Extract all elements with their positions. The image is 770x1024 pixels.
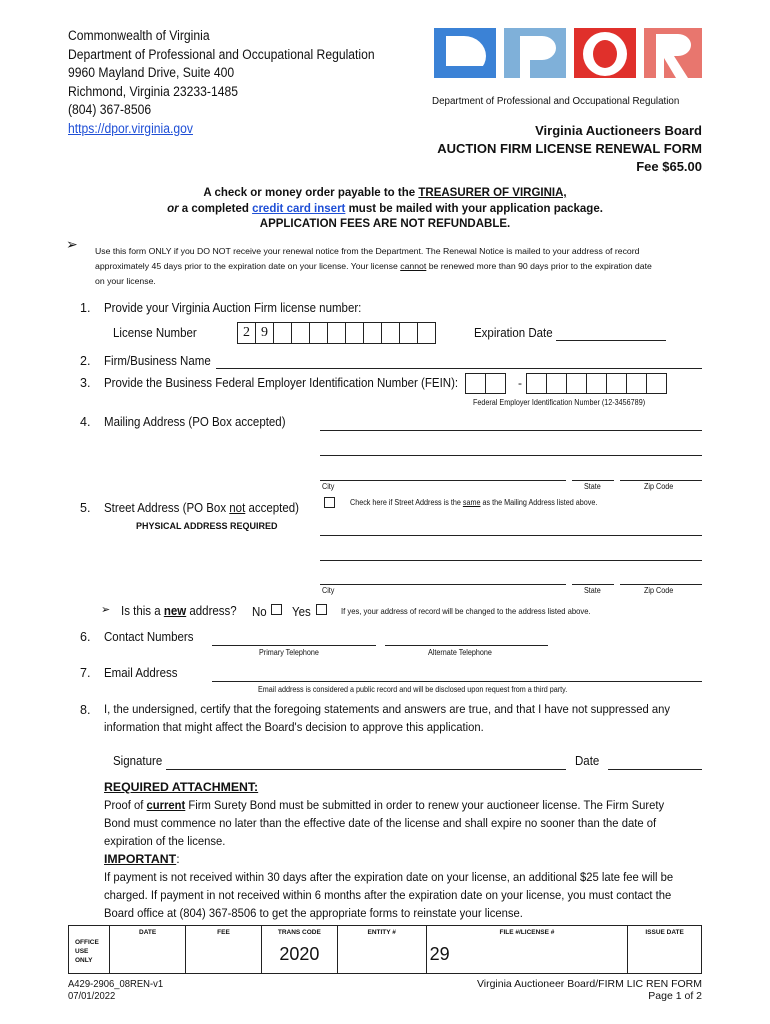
office-entity-cell: ENTITY # bbox=[337, 926, 426, 974]
logo-caption: Department of Professional and Occupational Regulation bbox=[432, 96, 680, 107]
footer-right bbox=[477, 978, 702, 1002]
signature-date-field[interactable] bbox=[608, 769, 702, 770]
fein-digit[interactable] bbox=[546, 373, 567, 394]
office-issue-date-cell: ISSUE DATE bbox=[628, 926, 702, 974]
payment-instructions bbox=[0, 186, 770, 233]
payment-line3: APPLICATION FEES ARE NOT REFUNDABLE. bbox=[259, 218, 511, 230]
q2-text: Firm/Business Name bbox=[104, 354, 211, 368]
q1-text: Provide your Virginia Auction Firm license number: bbox=[104, 301, 362, 315]
alternate-telephone-label: Alternate Telephone bbox=[428, 648, 492, 657]
q6-text: Contact Numbers bbox=[104, 630, 194, 644]
arrow-bullet-icon: ➢ bbox=[101, 604, 111, 616]
license-digit[interactable] bbox=[417, 322, 436, 344]
license-prefix-value: 29 bbox=[429, 944, 450, 964]
office-fee-cell: FEE bbox=[186, 926, 262, 974]
q7-number: 7. bbox=[80, 666, 91, 680]
q4-number: 4. bbox=[80, 415, 91, 429]
mailing-address-line2[interactable] bbox=[320, 455, 702, 456]
license-digit[interactable] bbox=[273, 322, 292, 344]
office-use-table bbox=[68, 925, 702, 974]
arrow-bullet-icon: ➢ bbox=[66, 236, 78, 252]
fein-digit[interactable] bbox=[566, 373, 587, 394]
q1-number: 1. bbox=[80, 301, 91, 315]
fein-digit[interactable] bbox=[586, 373, 607, 394]
agency-line3: 9960 Mayland Drive, Suite 400 bbox=[68, 65, 235, 80]
q3-text: Provide the Business Federal Employer Identification Number (FEIN): bbox=[104, 376, 459, 390]
street-address-line2[interactable] bbox=[320, 560, 702, 561]
board-name: Virginia Auctioneers Board bbox=[535, 123, 702, 138]
firm-name-field[interactable] bbox=[216, 368, 702, 369]
dpor-logo-letters bbox=[432, 28, 704, 98]
license-digit[interactable]: 2 bbox=[237, 322, 256, 344]
office-date-cell: DATE bbox=[110, 926, 186, 974]
q3-number: 3. bbox=[80, 376, 91, 390]
agency-address bbox=[68, 27, 409, 138]
payment-line2: or a completed credit card insert must be mailed with your application package. bbox=[167, 202, 603, 215]
primary-telephone-field[interactable] bbox=[212, 645, 376, 646]
license-digit[interactable] bbox=[399, 322, 418, 344]
fein-prefix-input[interactable] bbox=[466, 373, 506, 394]
expiration-date-field[interactable] bbox=[556, 340, 666, 341]
alternate-telephone-field[interactable] bbox=[385, 645, 548, 646]
street-state-field[interactable] bbox=[572, 584, 614, 585]
form-title: AUCTION FIRM LICENSE RENEWAL FORM bbox=[437, 141, 702, 156]
street-state-label: State bbox=[584, 586, 601, 595]
license-digit[interactable] bbox=[381, 322, 400, 344]
q7-text: Email Address bbox=[104, 666, 178, 680]
form-fee: Fee $65.00 bbox=[636, 159, 702, 174]
trans-code-value: 2020 bbox=[279, 944, 320, 964]
form-title-block bbox=[437, 122, 702, 176]
mailing-city-field[interactable] bbox=[320, 480, 566, 481]
fein-suffix-input[interactable] bbox=[527, 373, 667, 394]
fein-digit[interactable] bbox=[626, 373, 647, 394]
agency-line4: Richmond, Virginia 23233-1485 bbox=[68, 83, 238, 99]
new-address-question: Is this a new address? bbox=[121, 604, 237, 618]
required-attachment-heading: REQUIRED ATTACHMENT: bbox=[104, 780, 259, 794]
new-address-no-checkbox[interactable] bbox=[271, 604, 282, 615]
same-address-label: Check here if Street Address is the same as the Mailing Address listed above. bbox=[350, 498, 598, 507]
payment-line1: A check or money order payable to the TREASURER OF VIRGINIA, bbox=[203, 187, 567, 199]
new-address-no-label: No bbox=[252, 605, 267, 619]
renewal-notice: Use this form ONLY if you DO NOT receive your renewal notice from the Department. The Renewal Notice is mailed to your address of record approximately 45 days prior to the expiration date on your license. Your license cannot be renewed more than 90 days prior to the expiration date on your license. bbox=[95, 246, 652, 286]
agency-line2: Department of Professional and Occupational Regulation bbox=[68, 46, 375, 62]
expiration-date-label: Expiration Date bbox=[474, 326, 553, 340]
street-city-label: City bbox=[322, 586, 335, 595]
street-address-line1[interactable] bbox=[320, 535, 702, 536]
signature-field[interactable] bbox=[166, 769, 566, 770]
license-digit[interactable]: 9 bbox=[255, 322, 274, 344]
email-public-record-note: Email address is considered a public record and will be disclosed upon request from a third party. bbox=[258, 685, 568, 694]
certification-text: I, the undersigned, certify that the foregoing statements and answers are true, and that I have not suppressed any information that might affect the Board's decision to approve this application. bbox=[104, 702, 671, 734]
credit-card-insert-link[interactable]: credit card insert bbox=[252, 202, 346, 215]
new-address-note: If yes, your address of record will be changed to the address listed above. bbox=[341, 606, 591, 616]
page-number: Page 1 of 2 bbox=[648, 990, 702, 1002]
q2-number: 2. bbox=[80, 354, 91, 368]
street-city-field[interactable] bbox=[320, 584, 566, 585]
form-code: A429-2906_08REN-v1 bbox=[68, 978, 164, 990]
mailing-address-line1[interactable] bbox=[320, 430, 702, 431]
agency-website-link[interactable]: https://dpor.virginia.gov bbox=[68, 120, 193, 136]
important-heading: IMPORTANT bbox=[104, 852, 177, 866]
street-zip-field[interactable] bbox=[620, 584, 702, 585]
q4-text: Mailing Address (PO Box accepted) bbox=[104, 415, 286, 429]
license-number-label: License Number bbox=[113, 326, 197, 340]
agency-phone: (804) 367-8506 bbox=[68, 102, 152, 117]
dpor-logo bbox=[432, 28, 704, 110]
license-digit[interactable] bbox=[327, 322, 346, 344]
q8-number: 8. bbox=[80, 703, 91, 717]
office-trans-code-cell: TRANS CODE 2020 bbox=[261, 926, 337, 974]
required-attachment: REQUIRED ATTACHMENT: Proof of current Firm Surety Bond must be submitted in order to renew your auctioneer license. The Firm Surety Bond must commence no later than the effective date of the license and shall expire no sooner than the date of expiration of the license. IMPORTANT: If payment is not received within 30 days after the expiration date on your license, an additional $25 late fee will be charged. If payment in not received within 6 months after the expiration date on your license, you must contact the Board office at (804) 367-8506 to get the appropriate forms to reinstate your license. bbox=[104, 778, 702, 922]
license-digit[interactable] bbox=[363, 322, 382, 344]
fein-dash: - bbox=[518, 376, 522, 390]
same-address-checkbox[interactable] bbox=[324, 497, 335, 508]
mailing-zip-field[interactable] bbox=[620, 480, 702, 481]
new-address-yes-label: Yes bbox=[292, 605, 311, 619]
fein-digit[interactable] bbox=[606, 373, 627, 394]
license-digit[interactable] bbox=[291, 322, 310, 344]
email-address-field[interactable] bbox=[212, 681, 702, 682]
license-digit[interactable] bbox=[345, 322, 364, 344]
fein-digit[interactable] bbox=[465, 373, 486, 394]
license-number-input[interactable] bbox=[238, 322, 436, 344]
office-use-label: OFFICE USE ONLY bbox=[69, 926, 110, 974]
office-file-license-cell: FILE #/LICENSE # 29 bbox=[426, 926, 628, 974]
footer-form-name: Virginia Auctioneer Board/FIRM LIC REN FORM bbox=[476, 978, 702, 990]
fein-digit[interactable] bbox=[526, 373, 547, 394]
q5-text: Street Address (PO Box not accepted) bbox=[104, 501, 299, 515]
mailing-state-label: State bbox=[584, 482, 601, 491]
license-digit[interactable] bbox=[309, 322, 328, 344]
fein-digit[interactable] bbox=[646, 373, 667, 394]
form-revision-date: 07/01/2022 bbox=[68, 990, 116, 1002]
mailing-state-field[interactable] bbox=[572, 480, 614, 481]
fein-caption: Federal Employer Identification Number (12-3456789) bbox=[473, 398, 646, 407]
street-zip-label: Zip Code bbox=[644, 586, 674, 595]
primary-telephone-label: Primary Telephone bbox=[259, 648, 319, 657]
agency-line1: Commonwealth of Virginia bbox=[68, 28, 210, 43]
mailing-city-label: City bbox=[322, 482, 335, 491]
q6-number: 6. bbox=[80, 630, 91, 644]
mailing-zip-label: Zip Code bbox=[644, 482, 674, 491]
date-label: Date bbox=[575, 754, 600, 768]
fein-digit[interactable] bbox=[485, 373, 506, 394]
signature-label: Signature bbox=[113, 754, 163, 768]
q5-number: 5. bbox=[80, 501, 91, 515]
new-address-yes-checkbox[interactable] bbox=[316, 604, 327, 615]
physical-address-required: PHYSICAL ADDRESS REQUIRED bbox=[136, 521, 278, 531]
footer-left bbox=[68, 978, 163, 1002]
